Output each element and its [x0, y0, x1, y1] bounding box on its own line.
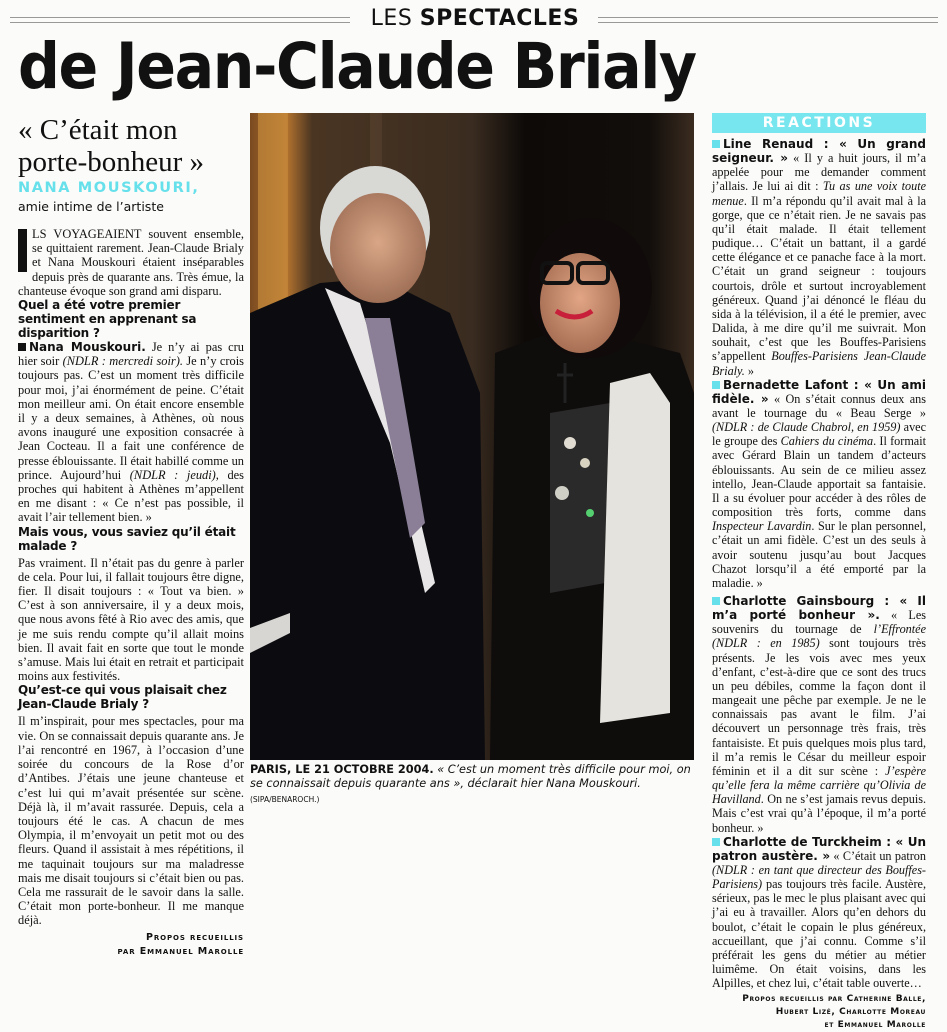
- reaction-charlotte-gainsbourg: Charlotte Gainsbourg : « Il m’a porté bonheur ». « Les souvenirs du tournage de l’Effrontée (NDLR : en 1985) sont toujours très présents. Je les vois avec mes yeux d’enfant, c’est-à-dire que ce sont des trucs un peu débiles, comme la façon dont il mangeait une pêche par exemple. Je ne le connaissais pas avant le film. J’ai découvert un personnage très frais, très fantaisiste. Et puis quelques mois plus tard, il m’a remis le César du meilleur espoir féminin et il a dit sur scène : J’espère qu’elle fera la même carrière qu’Olivia de Havilland. On ne s’est jamais revus depuis. Mais c’est vrai qu’à l’époque, il m’a porté bonheur. »: [712, 594, 926, 835]
- bullet-square-icon: [712, 140, 720, 148]
- bullet-square-icon: [712, 838, 720, 846]
- bullet-square-icon: [712, 597, 720, 605]
- caption-quote: « C’est un moment très difficile pour moi, on se connaissait depuis quarante ans », déclarait hier Nana Mouskouri.: [250, 763, 691, 790]
- caption-place: PARIS, LE 21 OCTOBRE 2004.: [250, 763, 434, 776]
- reaction-bernadette-lafont: Bernadette Lafont : « Un ami fidèle. » « On s’était connus deux ans avant le tournage du « Beau Serge » (NDLR : de Claude Chabrol, en 1959) avec le groupe des Cahiers du cinéma. Il formait avec Gérard Blain un tandem d’acteurs éblouissants. Au sein de ce milieu assez intello, Jean-Claude apportait sa fantaisie. Il a su évoluer pour accéder à des rôles de composition très forts, comme dans Inspecteur Lavardin. Sur le plan personnel, c’était un ami fidèle. C’est un des seuls à avoir soutenu jusqu’au bout Jacques Chazot lorsqu’il a été emporté par la maladie. »: [712, 377, 926, 590]
- reaction-line-renaud: Line Renaud : « Un grand seigneur. » « Il y a huit jours, il m’a appelée pour me demander comment j’allais. Je lui ai dit : Tu as une voix toute menue. Il m’a répondu qu’il avait mal à la gorge, que ce n’était rien. Je ne savais pas qu’il était malade. Il était tellement pudique… C’était un battant, il a gardé cette élégance et ce panache face à la mort. C’était un grand seigneur : toujours courtois, drôle et surtout incroyablement généreux. Quand j’ai dénoncé le fléau du sida à la télévision, il a été le premier, avec Dalida, à me dire qu’il me suivrait. Mon souhait, c’est que les Bouffes-Parisiens s’appellent Bouffes-Parisiens Jean-Claude Brialy. »: [712, 137, 926, 378]
- photo-image: [250, 113, 694, 760]
- intro-paragraph: LS VOYAGEAIENT souvent ensemble, se quittaient rarement. Jean-Claude Brialy et Nana Mouskouri étaient inséparables depuis près de quarante ans. Très émue, la chanteuse évoque son grand ami disparu.: [18, 227, 244, 298]
- answer-speaker: Nana Mouskouri.: [29, 340, 146, 355]
- byline-name: NANA MOUSKOURI,: [18, 180, 200, 196]
- photo-brialy-mouskouri: [250, 113, 694, 760]
- rubric-rule-right: [598, 17, 938, 23]
- photo-caption: [250, 763, 700, 807]
- bullet-square-icon: [18, 343, 26, 351]
- reaction-charlotte-de-turckheim: Charlotte de Turckheim : « Un patron austère. » « C’était un patron (NDLR : en tant que directeur des Bouffes-Parisiens) pas toujours très facile. Austère, sérieux, pas le mec le plus plaisant avec qui j’ai eu à travailler. Alors qu’en dehors du boulot, c’était le copain le plus généreux, accueillant, que j’ai connu. Comme s’il préférait les gens du métier au métier luimême. On était voisins, dans les Alpilles, et chez lui, c’était table ouverte…: [712, 834, 926, 991]
- bullet-square-icon: [712, 381, 720, 389]
- question-3: Qu’est-ce qui vous plaisait chez Jean-Claude Brialy ?: [18, 683, 227, 712]
- section-rubric: [360, 6, 590, 31]
- caption-source: (SIPA/BENAROCH.): [250, 795, 320, 804]
- interview-title: « C’était mon porte-bonheur »: [18, 114, 205, 178]
- reactions-header: REACTIONS: [712, 113, 926, 133]
- question-1: Quel a été votre premier sentiment en apprenant sa disparition ?: [18, 298, 197, 341]
- interview-body: [18, 227, 244, 959]
- byline-role: amie intime de l’artiste: [18, 199, 164, 214]
- answer-3: Il m’inspirait, pour mes spectacles, pour ma vie. On se connaissait depuis quarante ans. Je l’ai rencontré en 1967, à l’occasion d’une soirée du concours de la Rose d’or d’Antibes. J’étais une jeune chanteuse et c’est lui qui m’avait présentée sur scène. Déjà là, il m’avait rassurée. Depuis, cela a toujours été le cas. A chacun de mes Olympia, il m’envoyait un petit mot ou des fleurs. Quand il assistait à mes répétitions, il me taquinait toujours sur ma maladresse mais me disait toujours si c’était bien ou pas. Cela me rassurait de le savoir dans la salle. C’était mon porte-bonheur. Il me manque déjà.: [18, 714, 244, 928]
- question-2: Mais vous, vous saviez qu’il était malade ?: [18, 524, 236, 553]
- answer-2: Pas vraiment. Il n’était pas du genre à parler de cela. Pour lui, il fallait toujours être digne, fier. Il disait toujours : « Tout va bien. » C’est à son anniversaire, il y a deux mois, que nous avons fêté à Rio avec des amis, que je me suis rendu compte qu’il allait moins bien. Il avait fait en sorte que tout le monde s’amuse. Mais lui était en retrait et participait moins aux festivités.: [18, 555, 244, 684]
- headline: de Jean-Claude Brialy: [18, 30, 696, 103]
- interview-credit: Propos recueillis par Emmanuel Marolle: [117, 931, 244, 957]
- rubric-prefix: LES: [370, 6, 413, 31]
- rubric-bold: SPECTACLES: [419, 6, 580, 31]
- reactions-credit: Propos recueillis par Catherine Balle, Hubert Lizé, Charlotte Moreau et Emmanuel Marolle: [742, 994, 926, 1031]
- rubric-rule-left: [10, 17, 350, 23]
- dropcap: [18, 229, 27, 272]
- reactions-body: [712, 137, 926, 1032]
- answer-1: Nana Mouskouri. Je n’y ai pas cru hier soir (NDLR : mercredi soir). Je n’y crois toujours pas. C’est un moment très difficile pour moi, j’ai énormément de peine. C’était mon meilleur ami. On était encore ensemble il y a deux semaines, à Athènes, où nous avons inauguré une exposition consacrée à Jean Cocteau. Il a fait une conférence de presse éblouissante. Il était habillé comme un prince. Aujourd’hui (NDLR : jeudi), des proches qui habitent à Athènes m’appellent en me disant : « Ce n’est pas possible, il avait l’air tellement bien. »: [18, 340, 244, 525]
